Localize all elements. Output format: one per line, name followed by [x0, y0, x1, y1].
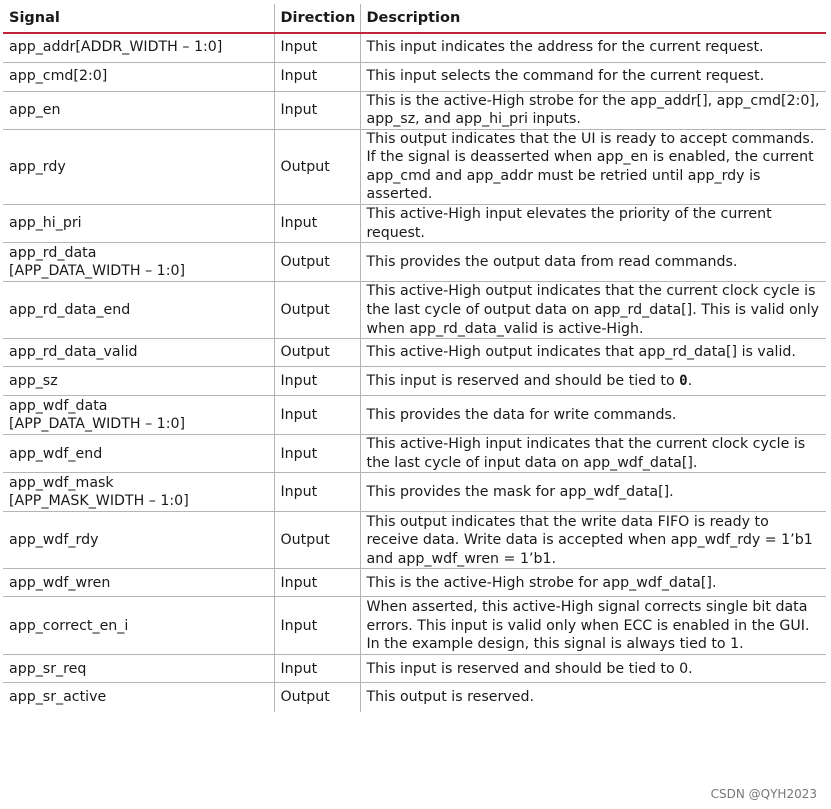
table-row: [3, 512, 826, 569]
table-row: [3, 91, 826, 129]
description-text: This is the active-High strobe for the app_addr[], app_cmd[2:0], app_sz, and app_hi_pri inputs.: [366, 92, 820, 128]
description-text: This output is reserved.: [366, 689, 534, 706]
direction-cell: Input: [274, 33, 360, 62]
description-text: This provides the output data from read commands.: [366, 253, 738, 270]
signal-width: [APP_DATA_WIDTH – 1:0]: [9, 416, 186, 433]
signal-name: app_rdy: [9, 158, 66, 175]
signal-name: app_rd_data: [9, 244, 97, 261]
signal-name: app_rd_data_valid: [9, 344, 138, 361]
signal-cell: [3, 205, 274, 243]
table-body: [3, 33, 826, 712]
signal-name: app_sz: [9, 372, 58, 389]
description-text: This is the active-High strobe for app_wdf_data[].: [366, 574, 717, 591]
signal-cell: [3, 597, 274, 655]
description-cell: [360, 512, 826, 569]
description-text: This provides the mask for app_wdf_data[].: [366, 484, 674, 501]
direction-cell: Input: [274, 91, 360, 129]
signal-cell: [3, 91, 274, 129]
description-cell: [360, 655, 826, 683]
signal-cell: [3, 62, 274, 91]
signal-name: app_en: [9, 101, 61, 118]
direction-cell: Input: [274, 62, 360, 91]
table-row: [3, 62, 826, 91]
signal-cell: [3, 655, 274, 683]
signal-cell: [3, 339, 274, 367]
signal-name: app_wdf_end: [9, 445, 103, 462]
description-cell: [360, 339, 826, 367]
signal-width: [APP_DATA_WIDTH – 1:0]: [9, 263, 186, 280]
description-text: This active-High input elevates the priority of the current request.: [366, 206, 772, 241]
description-cell: [360, 473, 826, 512]
description-text: This output indicates that the UI is ready to accept commands. If the signal is deasserted when app_en is enabled, the current app_cmd and app_addr must be retried until app_rdy is asserted.: [366, 130, 815, 203]
direction-cell: Output: [274, 282, 360, 339]
description-cell: [360, 396, 826, 435]
direction-cell: Input: [274, 205, 360, 243]
signal-name: app_hi_pri: [9, 215, 82, 232]
signal-name: app_sr_active: [9, 689, 107, 706]
signal-name: app_sr_req: [9, 660, 87, 677]
header-direction: Direction: [274, 4, 360, 33]
signal-name: app_cmd[2:0]: [9, 68, 108, 85]
direction-cell: Input: [274, 655, 360, 683]
table-row: [3, 597, 826, 655]
signal-cell: [3, 512, 274, 569]
description-cell: [360, 33, 826, 62]
direction-cell: Output: [274, 339, 360, 367]
description-text: This input selects the command for the current request.: [366, 68, 765, 85]
signal-name: app_correct_en_i: [9, 617, 129, 634]
signal-cell: [3, 367, 274, 396]
description-cell: [360, 62, 826, 91]
signal-cell: [3, 282, 274, 339]
description-text: This input is reserved and should be tied to 0.: [366, 660, 693, 677]
header-row: [3, 4, 826, 33]
direction-cell: Input: [274, 367, 360, 396]
direction-cell: Input: [274, 473, 360, 512]
header-signal: Signal: [3, 4, 274, 33]
signal-cell: [3, 129, 274, 204]
description-cell: [360, 569, 826, 597]
description-text: When asserted, this active-High signal corrects single bit data errors. This input is valid only when ECC is enabled in the GUI. In the example design, this signal is always tied to 1.: [366, 599, 810, 653]
table-row: [3, 129, 826, 204]
signal-cell: [3, 243, 274, 282]
description-cell: [360, 243, 826, 282]
signal-table: [3, 4, 826, 712]
table-row: [3, 33, 826, 62]
signal-cell: [3, 435, 274, 473]
description-text: This provides the data for write commands.: [366, 406, 677, 423]
signal-cell: [3, 396, 274, 435]
direction-cell: Output: [274, 129, 360, 204]
description-cell: [360, 597, 826, 655]
table-row: [3, 339, 826, 367]
signal-name: app_wdf_mask: [9, 474, 114, 491]
signal-cell: [3, 683, 274, 712]
description-cell: [360, 282, 826, 339]
direction-cell: Output: [274, 512, 360, 569]
description-cell: [360, 205, 826, 243]
signal-width: [APP_MASK_WIDTH – 1:0]: [9, 493, 189, 510]
table-row: [3, 243, 826, 282]
table-row: [3, 435, 826, 473]
description-text: This active-High input indicates that the current clock cycle is the last cycle of input data on app_wdf_data[].: [366, 436, 806, 471]
description-text: This input indicates the address for the current request.: [366, 39, 764, 56]
description-cell: [360, 367, 826, 396]
description-cell: [360, 435, 826, 473]
signal-name: app_wdf_data: [9, 397, 108, 414]
table-row: [3, 473, 826, 512]
signal-name: app_rd_data_end: [9, 301, 131, 318]
description-cell: [360, 683, 826, 712]
description-text: This active-High output indicates that app_rd_data[] is valid.: [366, 344, 796, 361]
code-value: 0: [679, 372, 688, 389]
table-row: [3, 282, 826, 339]
description-text: This input is reserved and should be tied to: [366, 372, 675, 389]
signal-name: app_addr[ADDR_WIDTH – 1:0]: [9, 39, 223, 56]
signal-cell: [3, 473, 274, 512]
signal-name: app_wdf_rdy: [9, 532, 99, 549]
description-text: This active-High output indicates that the current clock cycle is the last cycle of output data on app_rd_data[]. This is valid only when app_rd_data_valid is active-High.: [366, 283, 820, 337]
table-row: [3, 396, 826, 435]
signal-name: app_wdf_wren: [9, 574, 111, 591]
table-row: [3, 655, 826, 683]
direction-cell: Input: [274, 597, 360, 655]
signal-cell: [3, 569, 274, 597]
signal-cell: [3, 33, 274, 62]
description-cell: [360, 129, 826, 204]
table-row: [3, 367, 826, 396]
description-text: This output indicates that the write data FIFO is ready to receive data. Write data is accepted when app_wdf_rdy = 1’b1 and app_wdf_wren = 1’b1.: [366, 513, 813, 567]
direction-cell: Output: [274, 243, 360, 282]
direction-cell: Output: [274, 683, 360, 712]
table-row: [3, 683, 826, 712]
header-description: Description: [360, 4, 826, 33]
direction-cell: Input: [274, 435, 360, 473]
description-tail: .: [687, 372, 693, 389]
watermark: CSDN @QYH2023: [710, 787, 817, 801]
direction-cell: Input: [274, 569, 360, 597]
description-cell: [360, 91, 826, 129]
direction-cell: Input: [274, 396, 360, 435]
table-row: [3, 205, 826, 243]
table-row: [3, 569, 826, 597]
